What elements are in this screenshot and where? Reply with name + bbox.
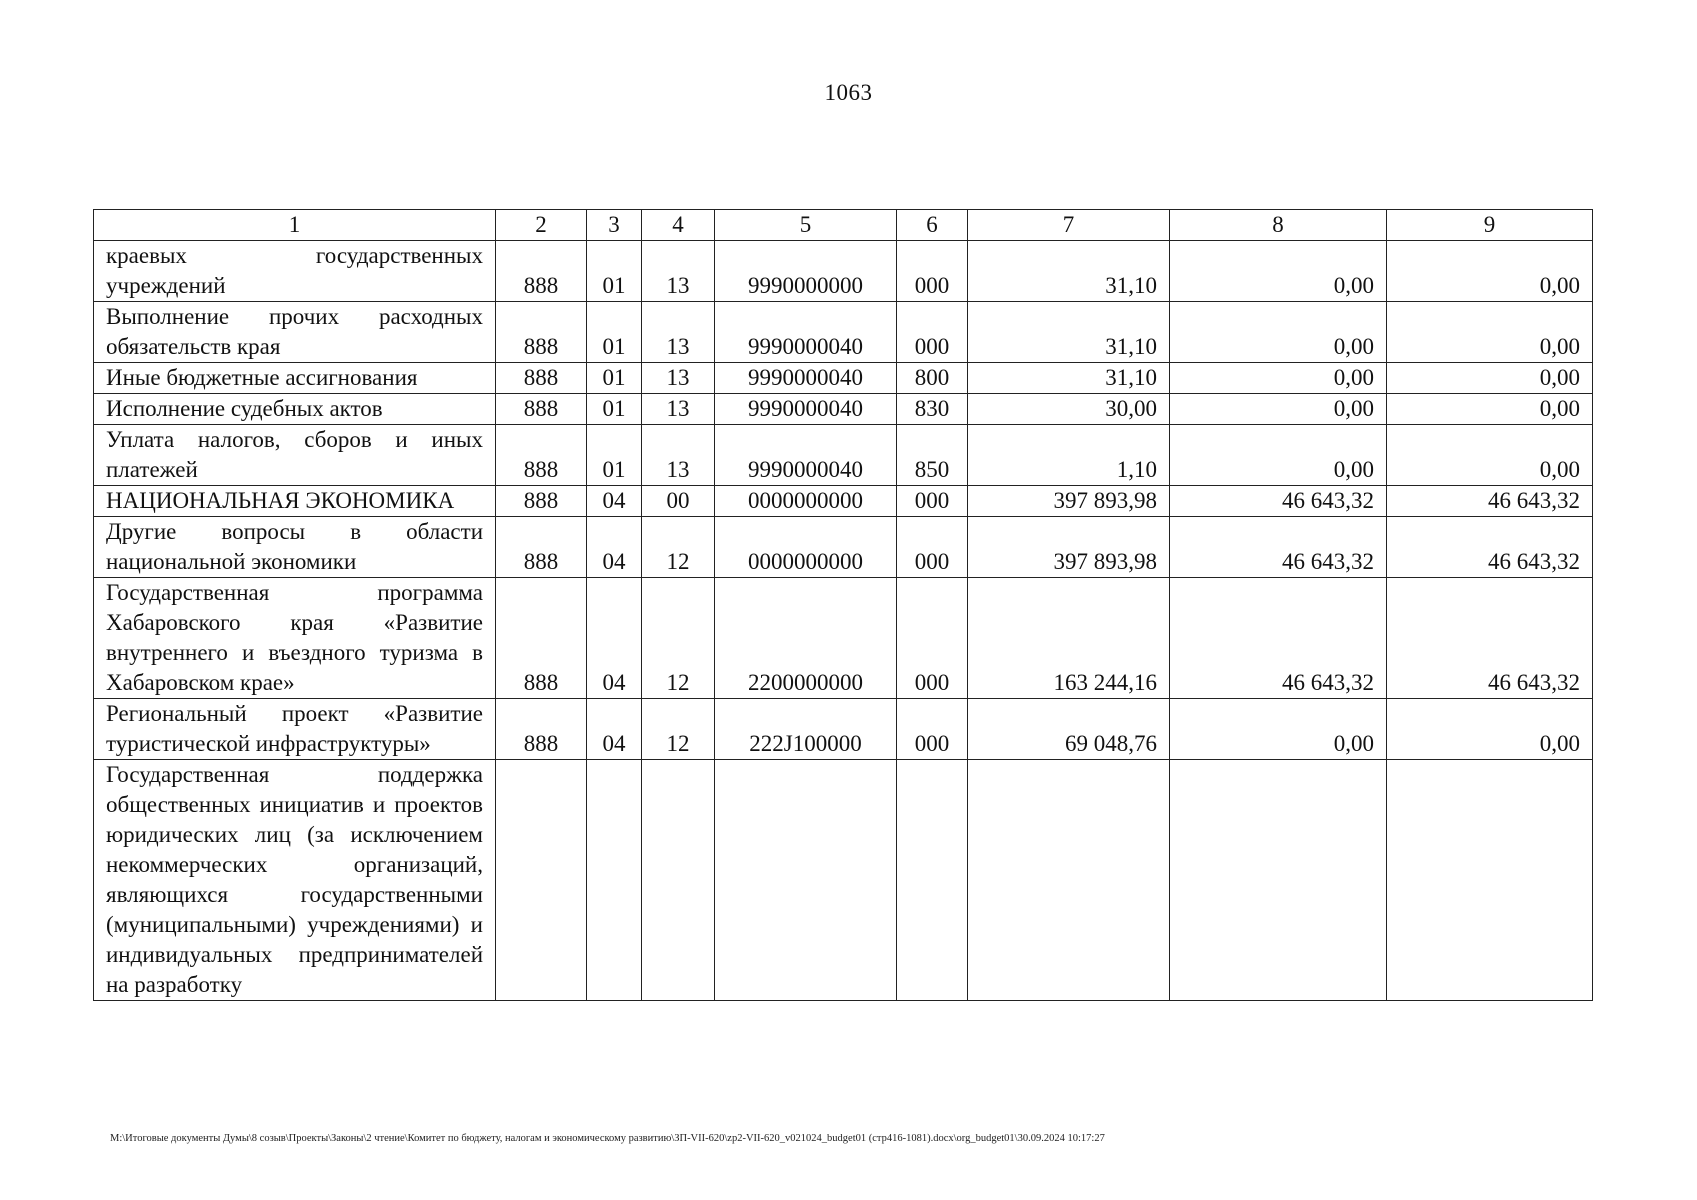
cell-c3: 01	[587, 241, 642, 302]
cell-c2: 888	[496, 578, 587, 699]
cell-c6: 850	[897, 425, 968, 486]
column-header: 9	[1387, 210, 1593, 241]
cell-c9: 0,00	[1387, 241, 1593, 302]
cell-c9: 0,00	[1387, 699, 1593, 760]
row-name: краевых государственных учреждений	[94, 241, 496, 302]
cell-c9: 0,00	[1387, 394, 1593, 425]
header-row	[94, 210, 1593, 241]
cell-c8: 0,00	[1170, 394, 1387, 425]
table-row	[94, 363, 1593, 394]
table-row	[94, 578, 1593, 699]
cell-c7: 31,10	[968, 302, 1170, 363]
cell-c3: 04	[587, 699, 642, 760]
cell-c6: 000	[897, 578, 968, 699]
cell-c4: 13	[642, 302, 715, 363]
cell-c3: 04	[587, 486, 642, 517]
column-header: 4	[642, 210, 715, 241]
table-row	[94, 486, 1593, 517]
cell-c4: 12	[642, 699, 715, 760]
cell-c4	[642, 760, 715, 1001]
cell-c2: 888	[496, 394, 587, 425]
cell-c7: 397 893,98	[968, 517, 1170, 578]
cell-c2: 888	[496, 699, 587, 760]
cell-c3: 01	[587, 302, 642, 363]
cell-c9: 46 643,32	[1387, 517, 1593, 578]
cell-c7	[968, 760, 1170, 1001]
cell-c5: 9990000040	[715, 394, 897, 425]
cell-c8: 0,00	[1170, 699, 1387, 760]
column-header: 1	[94, 210, 496, 241]
cell-c2: 888	[496, 241, 587, 302]
table-row	[94, 425, 1593, 486]
cell-c9: 0,00	[1387, 363, 1593, 394]
cell-c9: 46 643,32	[1387, 486, 1593, 517]
cell-c5: 0000000000	[715, 486, 897, 517]
cell-c6: 000	[897, 302, 968, 363]
cell-c2: 888	[496, 486, 587, 517]
cell-c7: 163 244,16	[968, 578, 1170, 699]
cell-c6: 800	[897, 363, 968, 394]
cell-c7: 69 048,76	[968, 699, 1170, 760]
table-row	[94, 241, 1593, 302]
table-row	[94, 394, 1593, 425]
column-header: 5	[715, 210, 897, 241]
cell-c3: 04	[587, 517, 642, 578]
row-name: Государственная поддержка общественных инициатив и проектов юридических лиц (за исключением некоммерческих организаций, являющихся государственными (муниципальными) учреждениями) и индивидуальных предпринимателей на разработку	[94, 760, 496, 1001]
column-header: 7	[968, 210, 1170, 241]
cell-c8: 46 643,32	[1170, 578, 1387, 699]
table-row	[94, 760, 1593, 1001]
cell-c4: 12	[642, 517, 715, 578]
cell-c4: 00	[642, 486, 715, 517]
cell-c6: 000	[897, 517, 968, 578]
budget-table	[93, 209, 1593, 1001]
row-name: Другие вопросы в области национальной экономики	[94, 517, 496, 578]
cell-c6	[897, 760, 968, 1001]
cell-c6: 830	[897, 394, 968, 425]
cell-c5: 222J100000	[715, 699, 897, 760]
table-row	[94, 699, 1593, 760]
table-row	[94, 517, 1593, 578]
row-name: Выполнение прочих расходных обязательств края	[94, 302, 496, 363]
cell-c8: 0,00	[1170, 241, 1387, 302]
cell-c4: 13	[642, 425, 715, 486]
cell-c2: 888	[496, 517, 587, 578]
cell-c4: 13	[642, 394, 715, 425]
row-name: НАЦИОНАЛЬНАЯ ЭКОНОМИКА	[94, 486, 496, 517]
cell-c8: 46 643,32	[1170, 486, 1387, 517]
cell-c5: 9990000040	[715, 425, 897, 486]
page-number: 1063	[824, 80, 873, 105]
cell-c7: 30,00	[968, 394, 1170, 425]
column-header: 8	[1170, 210, 1387, 241]
cell-c7: 31,10	[968, 241, 1170, 302]
cell-c2: 888	[496, 363, 587, 394]
row-name: Региональный проект «Развитие туристической инфраструктуры»	[94, 699, 496, 760]
cell-c8: 46 643,32	[1170, 517, 1387, 578]
cell-c7: 1,10	[968, 425, 1170, 486]
cell-c5: 9990000040	[715, 363, 897, 394]
cell-c8: 0,00	[1170, 425, 1387, 486]
cell-c5: 2200000000	[715, 578, 897, 699]
cell-c7: 397 893,98	[968, 486, 1170, 517]
cell-c7: 31,10	[968, 363, 1170, 394]
cell-c9: 46 643,32	[1387, 578, 1593, 699]
cell-c8: 0,00	[1170, 302, 1387, 363]
cell-c3: 01	[587, 363, 642, 394]
row-name: Исполнение судебных актов	[94, 394, 496, 425]
cell-c3	[587, 760, 642, 1001]
table-row	[94, 302, 1593, 363]
column-header: 6	[897, 210, 968, 241]
cell-c2	[496, 760, 587, 1001]
cell-c3: 01	[587, 394, 642, 425]
cell-c9: 0,00	[1387, 302, 1593, 363]
cell-c4: 12	[642, 578, 715, 699]
cell-c5: 9990000000	[715, 241, 897, 302]
cell-c4: 13	[642, 363, 715, 394]
column-header: 3	[587, 210, 642, 241]
cell-c6: 000	[897, 699, 968, 760]
cell-c8	[1170, 760, 1387, 1001]
cell-c5: 9990000040	[715, 302, 897, 363]
cell-c2: 888	[496, 302, 587, 363]
cell-c6: 000	[897, 241, 968, 302]
cell-c2: 888	[496, 425, 587, 486]
cell-c3: 01	[587, 425, 642, 486]
column-header: 2	[496, 210, 587, 241]
footer-file-path: М:\Итоговые документы Думы\8 созыв\Проекты\Законы\2 чтение\Комитет по бюджету, налогам и экономическому развитию\ЗП-VII-620\zp2-VII-620_v021024_budget01 (стр416-1081).docx\org_budget01\30.09.2024 10:17:27	[110, 1133, 1105, 1144]
cell-c5	[715, 760, 897, 1001]
cell-c9	[1387, 760, 1593, 1001]
cell-c8: 0,00	[1170, 363, 1387, 394]
row-name: Уплата налогов, сборов и иных платежей	[94, 425, 496, 486]
row-name: Государственная программа Хабаровского края «Развитие внутреннего и въездного туризма в Хабаровском крае»	[94, 578, 496, 699]
cell-c4: 13	[642, 241, 715, 302]
cell-c6: 000	[897, 486, 968, 517]
cell-c9: 0,00	[1387, 425, 1593, 486]
row-name: Иные бюджетные ассигнования	[94, 363, 496, 394]
cell-c5: 0000000000	[715, 517, 897, 578]
cell-c3: 04	[587, 578, 642, 699]
